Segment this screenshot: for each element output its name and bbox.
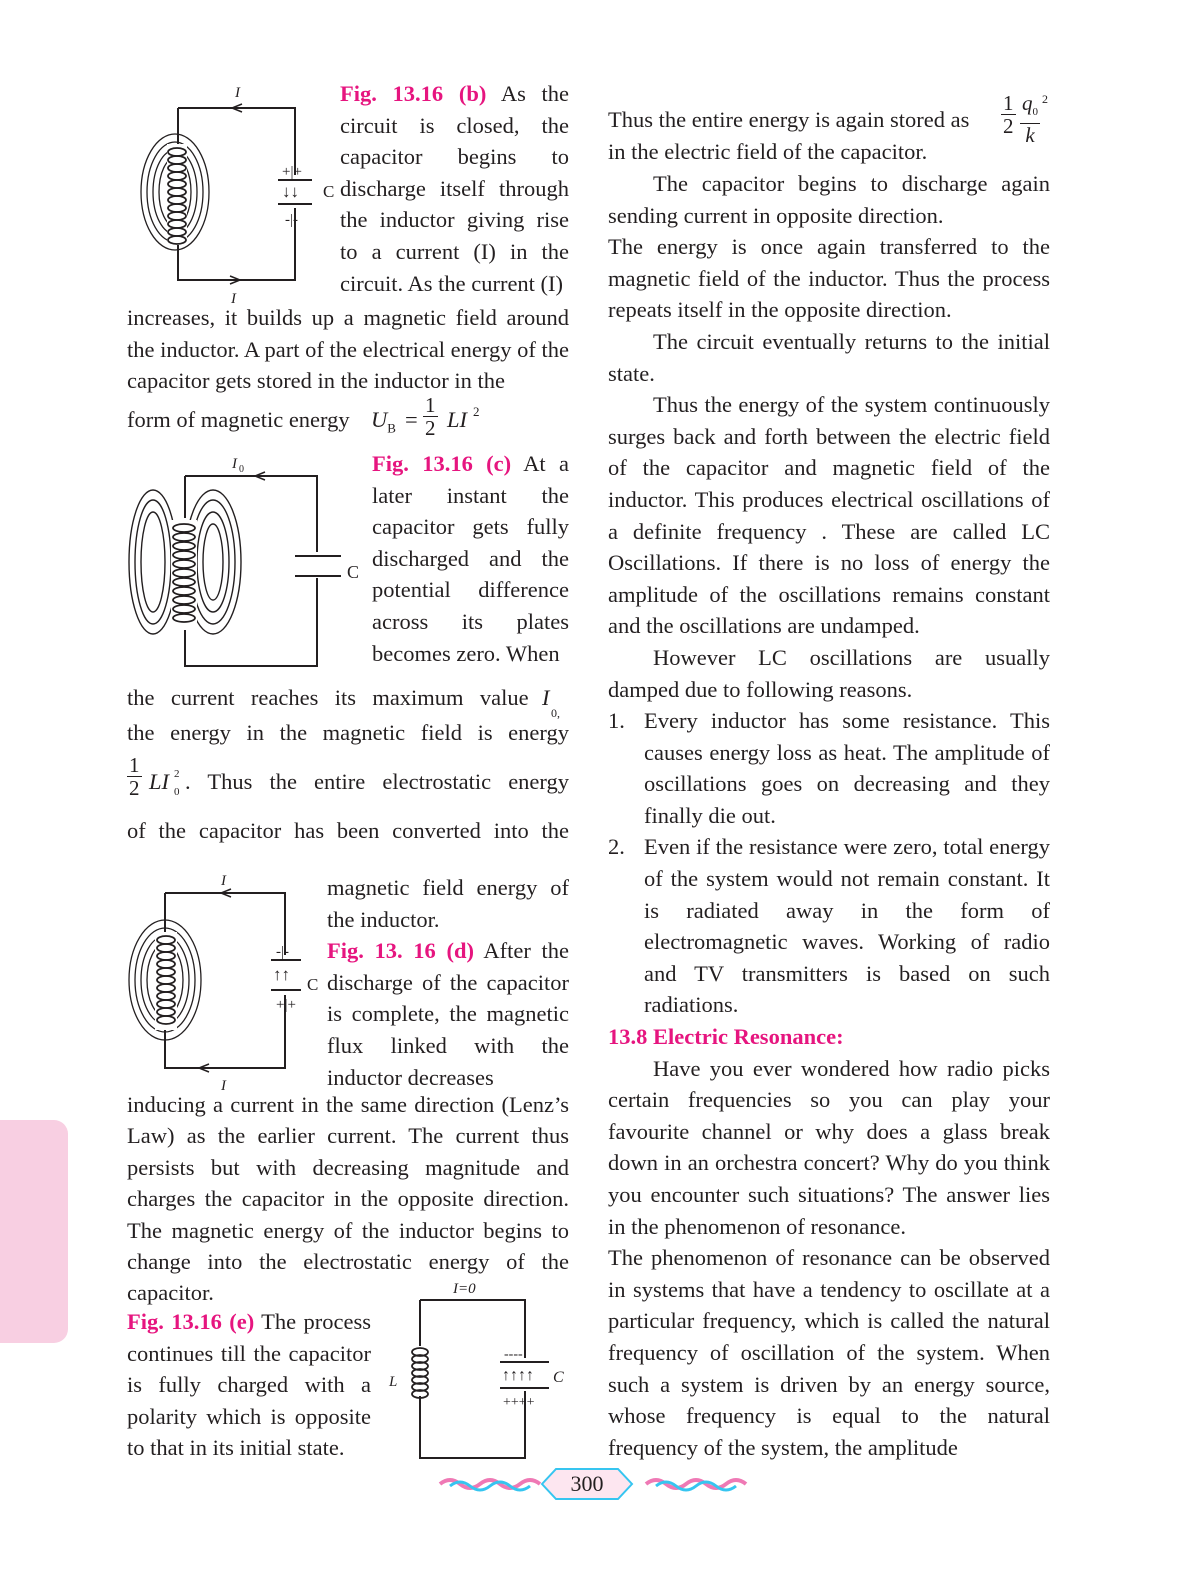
side-tab <box>0 1120 68 1343</box>
svg-text:++++: ++++ <box>503 1395 535 1410</box>
svg-text:+|+: +|+ <box>282 164 302 180</box>
formula-line-ub: form of magnetic energy $U_B$ = $\frac{1}{2}$ LI 2 <box>127 393 480 440</box>
fig-ref: Fig. 13. 16 (d) <box>327 938 474 964</box>
page-number: 300 <box>570 1471 604 1496</box>
text-fig-b: Fig. 13.16 (b) As the circuit is closed, the capacitor begins to discharge itself through the inductor giving rise to a current (I) in the circuit. As the current (I) <box>340 81 569 296</box>
circuit-figure-c <box>125 450 370 680</box>
inductor-label: L <box>389 1374 398 1390</box>
circuit-figure-d <box>125 870 330 1095</box>
circuit-figure-e <box>385 1276 575 1466</box>
svg-text:I: I <box>232 456 237 472</box>
right-paragraphs <box>608 168 1050 1463</box>
section-heading: 13.8 Electric Resonance: <box>608 1024 844 1050</box>
paragraph: However LC oscillations are usually damped due to following reasons. <box>608 644 1050 702</box>
paragraph: Thus the energy of the system continuously surges back and forth between the electric field of the capacitor and magnetic field of the inductor. This produces electrical oscillations of a definite frequency . These are called LC Oscillations. If there is no loss of energy the amplitude of the oscillations remains constant and the oscillations are undamped. <box>608 392 1050 639</box>
paragraph: Have you ever wondered how radio picks certain frequencies so you can play your favourite channel or why does a glass break down in an orchestra concert? Why do you think you encounter such situations? The answer lies in the phenomenon of resonance. <box>608 1055 1050 1239</box>
svg-text:↑↑: ↑↑ <box>273 965 290 984</box>
capacitor-label: C <box>323 182 335 201</box>
svg-text:I=0: I=0 <box>453 1281 476 1297</box>
svg-text:C: C <box>307 975 319 994</box>
svg-text:0: 0 <box>239 464 244 475</box>
paragraph: The energy is once again transferred to the magnetic field of the inductor. Thus the process repeats itself in the opposite direction. <box>608 234 1050 323</box>
paragraph: The capacitor begins to discharge again sending current in opposite direction. <box>608 171 1050 228</box>
paragraph: increases, it builds up a magnetic field around the inductor. A part of the electrical energy of the capacitor gets stored in the inductor in the <box>127 305 569 394</box>
paragraph: The circuit eventually returns to the initial state. <box>608 328 1050 386</box>
paragraph-c-continued: the current reaches its maximum value I 0, the energy in the magnetic field is energy $\frac{1}{2}$ LI 2 0 . Thus the entire electrostatic energy of the capacitor has been converted into the <box>127 685 569 843</box>
circuit-figure-b <box>130 80 340 305</box>
list-item: 1. Every inductor has some resistance. This causes energy loss as heat. The amplitude of oscillations goes on decreasing and they finally die out. <box>608 708 1050 828</box>
svg-text:I: I <box>221 1078 226 1094</box>
text-fig-e: Fig. 13.16 (e) The process continues till the capacitor is fully charged with a polarity which is opposite to that in its initial state. <box>127 1309 371 1461</box>
svg-text:+|+: +|+ <box>276 997 296 1013</box>
current-label: I <box>235 85 240 101</box>
svg-text:C: C <box>347 562 360 582</box>
svg-text:-|-: -|- <box>285 212 298 228</box>
svg-text:-|-: -|- <box>276 944 289 960</box>
svg-text:↓↓: ↓↓ <box>282 182 299 201</box>
fig-ref: Fig. 13.16 (e) <box>127 1309 255 1334</box>
paragraph-d-continued: inducing a current in the same direction (Lenz’s Law) as the earlier current. The current thus persists but with decreasing magnitude and charges the capacitor in the opposite direction. The magnetic energy of the inductor begins to change into the electrostatic energy of the capacitor. <box>127 1092 569 1306</box>
svg-text:C: C <box>553 1369 564 1386</box>
fig-ref: Fig. 13.16 (c) <box>372 451 512 476</box>
right-energy-line: Thus the entire energy is again stored as $\frac{1}{2}$ $\frac{q_0}{k}$ 2 in the electric field of the capacitor. <box>608 91 1048 164</box>
text-fig-d: magnetic field energy of the inductor. Fig. 13. 16 (d) After the discharge of the capacitor is complete, the magnetic flux linked with the inductor decreases <box>327 875 569 1090</box>
svg-text:I: I <box>231 291 236 307</box>
svg-text:↑↑↑↑: ↑↑↑↑ <box>502 1367 534 1384</box>
svg-text:I: I <box>221 873 226 889</box>
paragraph: The phenomenon of resonance can be observed in systems that have a tendency to oscillate at a particular frequency, which is called the natural frequency of oscillation of the system. When such a system is driven by an energy source, whose frequency is equal to the natural frequency of the system, the amplitude <box>608 1245 1050 1460</box>
svg-text:----: ---- <box>504 1347 523 1362</box>
fig-ref: Fig. 13.16 (b) <box>340 81 487 106</box>
list-item: 2. Even if the resistance were zero, total energy of the system would not remain constant. It is radiated away in the form of electromagnetic waves. Working of radio and TV transmitters is based on such radiations. <box>608 834 1050 1018</box>
text-fig-c: Fig. 13.16 (c) At a later instant the capacitor gets fully discharged and the potential difference across its plates becomes zero. When <box>372 451 569 666</box>
